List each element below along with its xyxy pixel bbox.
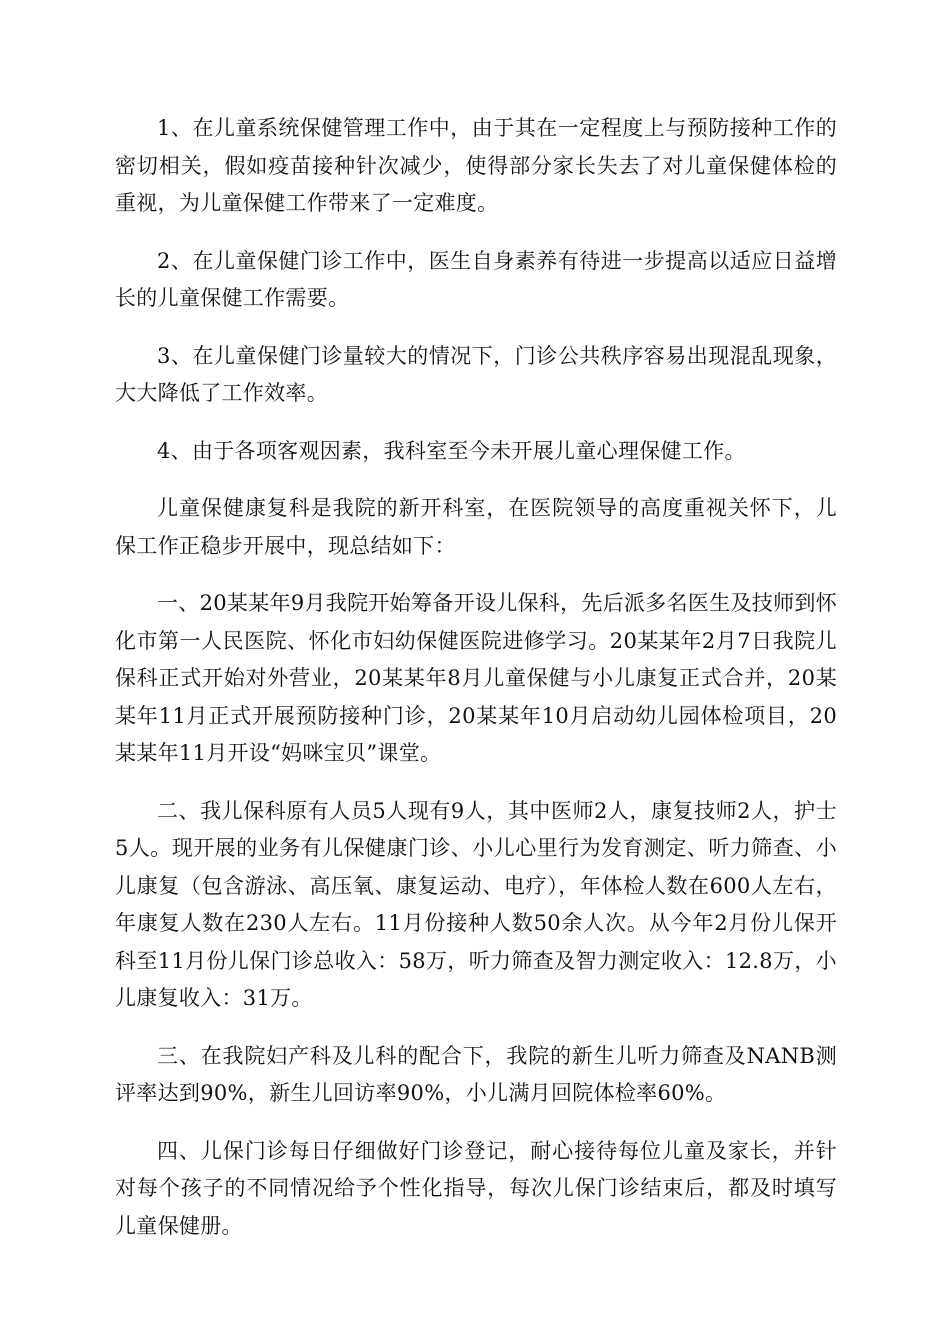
paragraph-9: 四、儿保门诊每日仔细做好门诊登记，耐心接待每位儿童及家长，并针对每个孩子的不同情况给予个性化指导，每次儿保门诊结束后，都及时填写儿童保健册。 — [115, 1138, 837, 1238]
paragraph-5: 儿童保健康复科是我院的新开科室，在医院领导的高度重视关怀下，儿保工作正稳步开展中，现总结如下： — [115, 496, 837, 558]
paragraph-6: 一、20某某年9月我院开始筹备开设儿保科，先后派多名医生及技师到怀化市第一人民医院、怀化市妇幼保健医院进修学习。20某某年2月7日我院儿保科正式开始对外营业，20某某年8月儿童保健与小儿康复正式合并，20某某年11月正式开展预防接种门诊，20某某年10月启动幼儿园体检项目，20某某年11月开设“妈咪宝贝”课堂。 — [115, 591, 837, 765]
paragraph-3: 3、在儿童保健门诊量较大的情况下，门诊公共秩序容易出现混乱现象，大大降低了工作效率。 — [115, 343, 837, 405]
paragraph-8: 三、在我院妇产科及儿科的配合下，我院的新生儿听力筛查及NANB测评率达到90%，新生儿回访率90%，小儿满月回院体检率60%。 — [115, 1043, 837, 1105]
paragraph-4: 4、由于各项客观因素，我科室至今未开展儿童心理保健工作。 — [157, 438, 746, 463]
paragraph-2: 2、在儿童保健门诊工作中，医生自身素养有待进一步提高以适应日益增长的儿童保健工作需要。 — [115, 248, 837, 310]
paragraph-7: 二、我儿保科原有人员5人现有9人，其中医师2人，康复技师2人，护士5人。现开展的业务有儿保健康门诊、小儿心里行为发育测定、听力筛查、小儿康复（包含游泳、高压氧、康复运动、电疗），年体检人数在600人左右，年康复人数在230人左右。11月份接种人数50余人次。从今年2月份儿保开科至11月份儿保门诊总收入：58万，听力筛查及智力测定收入：12.8万，小儿康复收入：31万。 — [115, 798, 837, 1010]
document-body — [115, 110, 837, 1265]
paragraph-1: 1、在儿童系统保健管理工作中，由于其在一定程度上与预防接种工作的密切相关，假如疫苗接种针次减少，使得部分家长失去了对儿童保健体检的重视，为儿童保健工作带来了一定难度。 — [115, 116, 837, 215]
